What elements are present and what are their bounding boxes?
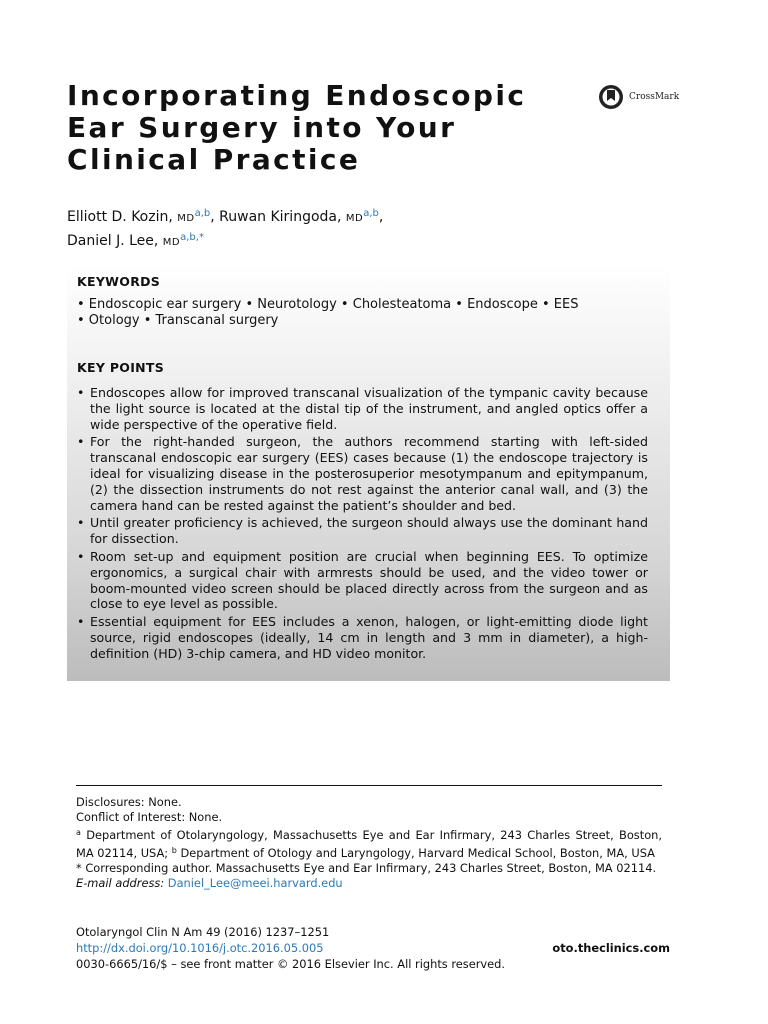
author-degree: MD [345,213,364,224]
corresponding-author: * Corresponding author. Massachusetts Eye and Ear Infirmary, 243 Charles Street, Boston, MA 02114. [76,861,657,875]
keywords-line: • Otology • Transcanal surgery [77,313,279,328]
citation: Otolaryngol Clin N Am 49 (2016) 1237–1251 [76,925,330,939]
keywords-line: • Endoscopic ear surgery • Neurotology • Cholesteatoma • Endoscope • EES [77,297,579,312]
email-line [76,876,662,891]
affiliation-mark: b [171,846,177,855]
abstract-box [67,265,670,681]
title-line-1: Incorporating Endoscopic [67,79,527,112]
affiliation-b: Department of Otology and Laryngology, Harvard Medical School, Boston, MA, USA [176,846,655,860]
author-degree: MD [162,237,181,248]
title-line-2: Ear Surgery into Your [67,111,457,144]
email-label: E-mail address: [76,876,165,890]
conflict-of-interest: Conflict of Interest: None. [76,810,223,824]
author-list: Elliott D. Kozin, MD$^{a,b}$, Ruwan Kiringoda, MD$^{a,b}$, Daniel J. Lee, MD$^{a,b,*}$ [67,208,384,249]
key-point-item: • Essential equipment for EES includes a xenon, halogen, or light-emitting diode light source, rigid endoscopes (ideally, 14 cm in length and 3 mm in diameter), a high-definition (HD) 3-chip camera, and HD video monitor. [77,614,648,661]
affiliations [76,825,662,861]
author-name: Ruwan Kiringoda, [219,209,342,225]
author-name: Daniel J. Lee, [67,233,159,249]
crossmark-icon [598,84,624,110]
author-name: Elliott D. Kozin, [67,209,173,225]
disclosures: Disclosures: None. [76,795,182,809]
key-point-item: • Endoscopes allow for improved transcanal visualization of the tympanic cavity because the light source is located at the distal tip of the instrument, and angled optics offer a wide perspective of the operative field. [77,385,648,432]
key-point-item: • Until greater proficiency is achieved, the surgeon should always use the dominant hand for dissection. [77,515,648,547]
author-degree: MD [177,213,195,224]
journal-site[interactable]: oto.theclinics.com [552,941,670,955]
title-line-3: Clinical Practice [67,143,361,176]
journal-info [76,924,670,972]
copyright: 0030-6665/16/$ – see front matter © 2016 Elsevier Inc. All rights reserved. [76,957,506,971]
author-affiliation[interactable]: a,b [194,208,211,219]
email-link[interactable]: Daniel_Lee@meei.harvard.edu [167,876,343,890]
affiliation-mark: a [76,828,81,837]
affiliation-a: Department of Otolaryngology, Massachusetts Eye and Ear Infirmary, 243 Charles Street, Boston, MA 02114, USA; [76,828,662,860]
doi-link[interactable]: http://dx.doi.org/10.1016/j.otc.2016.05.005 [76,941,324,955]
key-points-heading: KEY POINTS [77,360,165,375]
key-point-item: • Room set-up and equipment position are crucial when beginning EES. To optimize ergonomics, a surgical chair with armrests should be used, and the video tower or boom-mounted video screen should be placed directly across from the surgeon and as close to eye level as possible. [77,549,648,612]
key-points-list [77,385,648,664]
crossmark-badge[interactable] [598,84,679,110]
footnotes [76,795,662,891]
article-title [67,80,587,176]
crossmark-label: CrossMark [629,92,680,102]
keywords-list [77,297,667,329]
author-affiliation[interactable]: a,b,* [180,232,204,243]
author-affiliation[interactable]: a,b [363,208,379,219]
footnote-divider [76,785,662,786]
keywords-heading: KEYWORDS [77,274,161,289]
key-point-item: • For the right-handed surgeon, the authors recommend starting with left-sided transcanal endoscopic ear surgery (EES) cases because (1) the endoscope trajectory is ideal for visualizing disease in the posterosuperior mesotympanum and epitympanum, (2) the dissection instruments do not rest against the anterior canal wall, and (3) the camera hand can be rested against the patient’s shoulder and bed. [77,434,648,513]
